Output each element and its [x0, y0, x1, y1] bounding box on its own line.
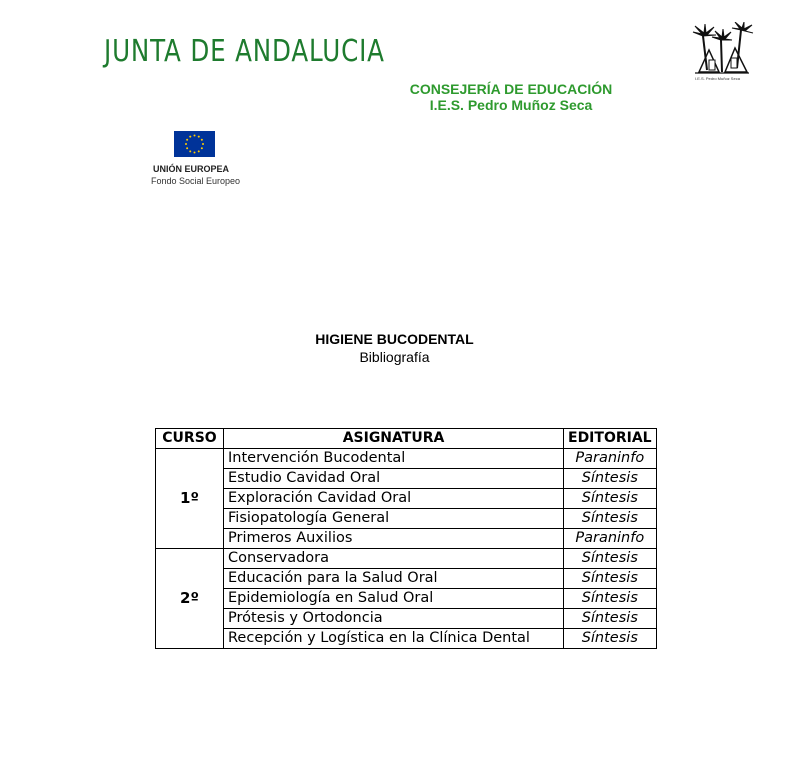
table-row	[156, 489, 657, 509]
page-subtitle: Bibliografía	[359, 349, 430, 365]
table-row	[156, 569, 657, 589]
junta-de-andalucia-logo-text: JUNTA DE ANDALUCIA	[104, 34, 385, 69]
eu-star-icon	[186, 147, 188, 149]
editorial-cell: Paraninfo	[564, 529, 657, 549]
eu-star-icon	[202, 143, 204, 145]
eu-star-icon	[194, 152, 196, 154]
bibliography-table	[155, 428, 657, 649]
asignatura-cell: Intervención Bucodental	[224, 449, 564, 469]
header-curso: CURSO	[156, 429, 224, 449]
eu-star-icon	[189, 136, 191, 138]
eu-flag-icon	[174, 131, 215, 157]
eu-star-icon	[198, 150, 200, 152]
header-asignatura: ASIGNATURA	[224, 429, 564, 449]
editorial-cell: Síntesis	[564, 629, 657, 649]
asignatura-cell: Prótesis y Ortodoncia	[224, 609, 564, 629]
asignatura-cell: Exploración Cavidad Oral	[224, 489, 564, 509]
school-name: I.E.S. Pedro Muñoz Seca	[429, 97, 593, 113]
table-header-row	[156, 429, 657, 449]
eu-star-icon	[185, 143, 187, 145]
asignatura-cell: Conservadora	[224, 549, 564, 569]
editorial-cell: Síntesis	[564, 609, 657, 629]
eu-star-icon	[201, 147, 203, 149]
curso-cell: 1º	[156, 449, 224, 549]
table-row	[156, 589, 657, 609]
asignatura-cell: Educación para la Salud Oral	[224, 569, 564, 589]
editorial-cell: Síntesis	[564, 589, 657, 609]
institution-header	[380, 81, 642, 113]
eu-title: UNIÓN EUROPEA	[153, 164, 230, 174]
consejeria-label: CONSEJERÍA DE EDUCACIÓN	[409, 81, 613, 97]
table-row	[156, 449, 657, 469]
table-row	[156, 529, 657, 549]
curso-cell: 2º	[156, 549, 224, 649]
table-row	[156, 609, 657, 629]
eu-star-icon	[201, 139, 203, 141]
asignatura-cell: Estudio Cavidad Oral	[224, 469, 564, 489]
eu-star-icon	[189, 150, 191, 152]
asignatura-cell: Epidemiología en Salud Oral	[224, 589, 564, 609]
page-title: HIGIENE BUCODENTAL	[315, 331, 474, 347]
table-row	[156, 549, 657, 569]
table-row	[156, 509, 657, 529]
table-row	[156, 629, 657, 649]
editorial-cell: Síntesis	[564, 549, 657, 569]
editorial-cell: Paraninfo	[564, 449, 657, 469]
editorial-cell: Síntesis	[564, 569, 657, 589]
eu-star-icon	[198, 136, 200, 138]
editorial-cell: Síntesis	[564, 469, 657, 489]
asignatura-cell: Recepción y Logística en la Clínica Dental	[224, 629, 564, 649]
asignatura-cell: Fisiopatología General	[224, 509, 564, 529]
editorial-cell: Síntesis	[564, 509, 657, 529]
eu-star-icon	[186, 139, 188, 141]
asignatura-cell: Primeros Auxilios	[224, 529, 564, 549]
eu-subtitle: Fondo Social Europeo	[151, 176, 241, 186]
eu-star-icon	[194, 135, 196, 137]
header-editorial: EDITORIAL	[564, 429, 657, 449]
editorial-cell: Síntesis	[564, 489, 657, 509]
table-row	[156, 469, 657, 489]
school-logo-caption: I.E.S. Pedro Muñoz Seca	[695, 76, 740, 81]
